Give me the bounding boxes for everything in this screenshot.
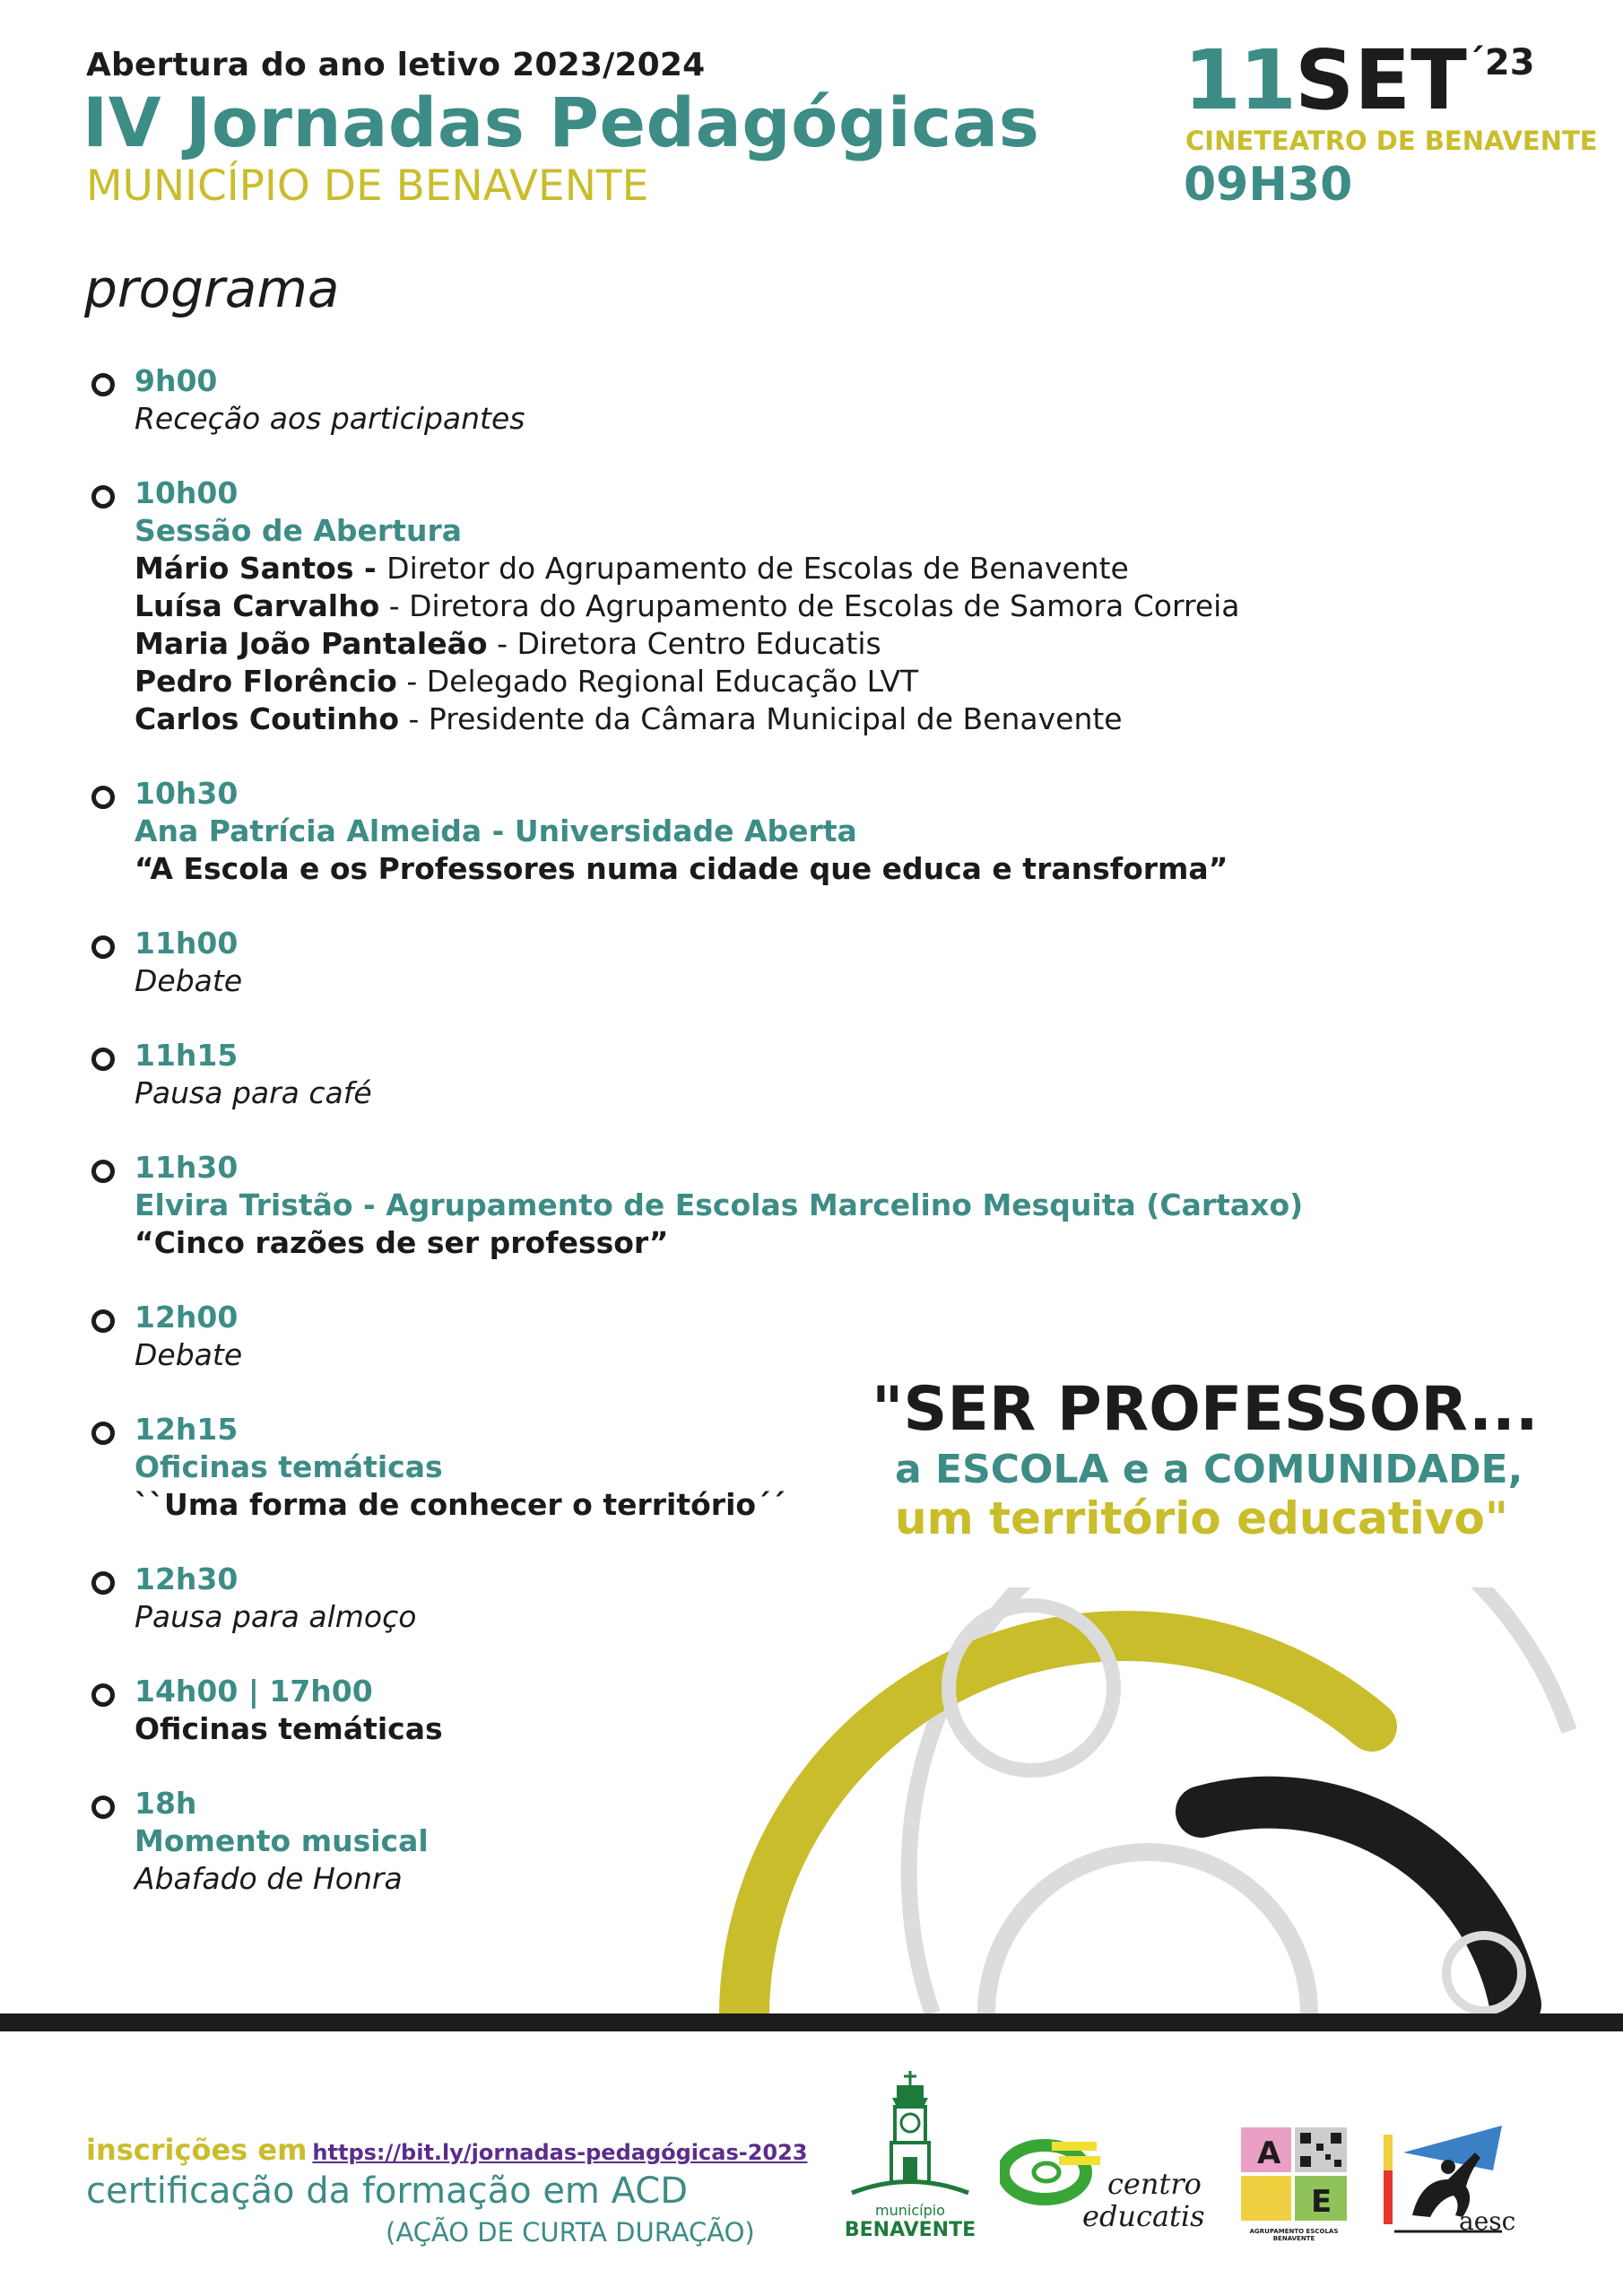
schedule-subtitle: Elvira Tristão - Agrupamento de Escolas Marcelino Mesquita (Cartaxo) [135,1187,1304,1222]
schedule-description: Debate [135,963,243,998]
event-year: ´23 [1466,42,1535,83]
schedule-time: 11h30 [135,1150,239,1185]
speaker-name: Carlos Coutinho [135,701,400,736]
schedule-time: 12h15 [135,1412,239,1447]
registration-line [86,2133,808,2167]
schedule-subtitle: Momento musical [135,1823,429,1858]
schedule-title: ``Uma forma de conhecer o território´´ [135,1487,786,1522]
certification-text: certificação da formação em ACD [86,2170,688,2212]
educatis-text: educatis [1082,2199,1205,2233]
municipality-label: MUNICÍPIO DE BENAVENTE [86,161,649,211]
quote-line-2: a ESCOLA e a COMUNIDADE, [895,1447,1523,1492]
event-day: 11 [1184,32,1296,128]
schedule-subtitle: Ana Patrícia Almeida - Universidade Aberta [135,813,857,848]
schedule-time: 11h00 [135,926,239,961]
schedule-title: Oficinas temáticas [135,1711,443,1746]
schedule-description: Receção aos participantes [135,401,525,436]
schedule-time: 10h00 [135,475,239,510]
centro-educatis-logo [1000,2135,1215,2242]
speaker-role: - Diretora do Agrupamento de Escolas de Samora Correia [379,588,1240,623]
speaker-name: Luísa Carvalho [135,588,380,623]
aeb-text: AGRUPAMENTO ESCOLAS BENAVENTE [1249,2228,1339,2242]
schedule-time: 14h00 | 17h00 [135,1674,373,1709]
page-title: IV Jornadas Pedagógicas [82,83,1040,162]
schedule-item [86,1299,1252,1374]
event-month: SET [1295,32,1467,128]
speaker-line [135,550,1252,587]
schedule-time: 12h30 [135,1561,239,1596]
municipio-big-text: BENAVENTE [844,2219,976,2241]
schedule-description: Debate [135,1337,243,1372]
circle-bullet-icon [91,786,115,809]
municipio-small-text: município [875,2202,945,2219]
schedule-time: 10h30 [135,776,239,811]
clock-tower-icon [843,2067,977,2202]
inner-grey-arc [986,1852,1309,2013]
schedule-time: 9h00 [135,363,218,398]
schedule-item [86,925,1252,1000]
footer-divider [0,2013,1623,2031]
circle-bullet-icon [91,1796,115,1819]
speaker-line [135,663,1252,700]
event-date [1184,32,1535,128]
schedule-description: Abafado de Honra [135,1861,403,1896]
educatis-swirl-icon [1000,2135,1107,2206]
speaker-name: Maria João Pantaleão [135,626,488,661]
decorative-arcs [681,1587,1623,2013]
schedule-subtitle: Sessão de Abertura [135,513,462,548]
schedule-time: 11h15 [135,1038,239,1073]
svg-text:E: E [1311,2184,1332,2220]
schedule-time: 18h [135,1786,197,1821]
puzzle-icon [1237,2124,1350,2224]
event-venue: CINETEATRO DE BENAVENTE [1185,126,1598,156]
circle-bullet-icon [91,1309,115,1333]
circle-bullet-icon [91,1160,115,1183]
speaker-line [135,700,1252,738]
schedule-item [86,362,1252,438]
theme-quote [872,1374,1539,1544]
speaker-line [135,587,1252,625]
registration-label: inscrições em [86,2133,308,2167]
schedule-time: 12h00 [135,1300,239,1335]
circle-bullet-icon [91,485,115,509]
schedule-subtitle: Oficinas temáticas [135,1449,443,1484]
centro-text: centro [1107,2167,1202,2201]
quote-line-1: "SER PROFESSOR... [872,1374,1539,1445]
speaker-role: - Presidente da Câmara Municipal de Benavente [399,701,1123,736]
speaker-name: Mário Santos - [135,551,387,586]
speaker-role: Diretor do Agrupamento de Escolas de Benavente [386,551,1129,586]
svg-text:A: A [1257,2135,1281,2171]
programa-heading: programa [84,258,340,319]
circle-bullet-icon [91,935,115,959]
schedule-item [86,474,1252,738]
schedule-description: Pausa para almoço [135,1599,417,1634]
speaker-line [135,625,1252,663]
event-hour: 09H30 [1184,158,1353,212]
quote-line-3-text: um território educativo [895,1492,1485,1544]
speaker-role: - Delegado Regional Educação LVT [396,664,919,699]
aesc-text: aesc [1459,2206,1516,2236]
event-kicker: Abertura do ano letivo 2023/2024 [86,47,706,83]
acd-note: (AÇÃO DE CURTA DURAÇÃO) [386,2217,755,2248]
black-arc [1202,1803,1515,2005]
schedule-item [86,775,1252,888]
schedule-description: Pausa para café [135,1075,372,1110]
aesc-logo [1376,2117,1520,2242]
registration-link[interactable]: https://bit.ly/jornadas-pedagógicas-2023 [312,2140,808,2165]
circle-bullet-icon [91,1048,115,1071]
circle-bullet-icon [91,1683,115,1707]
quote-close-mark: " [1484,1492,1508,1544]
schedule-item [86,1037,1252,1112]
circle-bullet-icon [91,1571,115,1595]
circle-bullet-icon [91,1422,115,1445]
circle-bullet-icon [91,373,115,396]
schedule-title: “Cinco razões de ser professor” [135,1225,669,1260]
aeb-puzzle-logo [1237,2124,1350,2242]
speaker-role: - Diretora Centro Educatis [487,626,881,661]
speaker-name: Pedro Florêncio [135,664,397,699]
schedule-title: “A Escola e os Professores numa cidade que educa e transforma” [135,851,1228,886]
municipio-benavente-logo [843,2067,977,2242]
schedule-item [86,1149,1304,1262]
quote-line-3 [895,1492,1539,1544]
